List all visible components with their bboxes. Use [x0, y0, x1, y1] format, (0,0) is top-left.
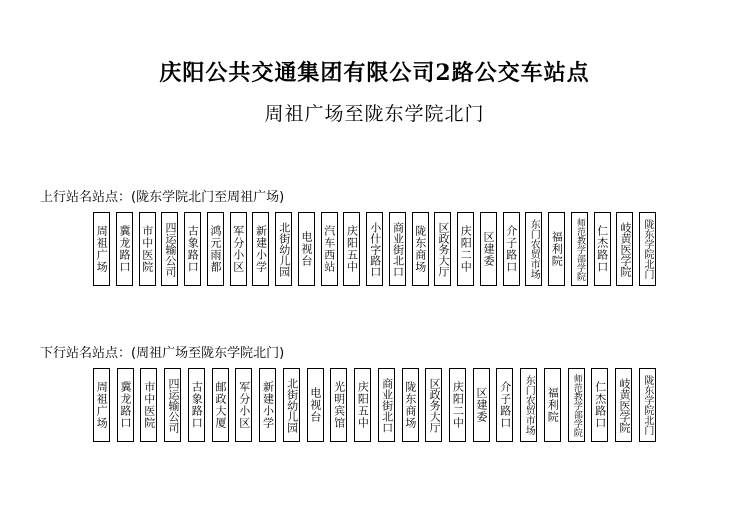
station-box: 岐黄医学院	[616, 212, 633, 286]
station-box: 陇东商场	[412, 212, 429, 286]
station-box: 陇东学院北门	[639, 368, 656, 442]
station-box: 周祖广场	[93, 368, 110, 442]
station-box: 区政务大厅	[434, 212, 451, 286]
station-box: 光明宾馆	[330, 368, 347, 442]
station-box: 四运输公司	[161, 212, 178, 286]
page-title: 庆阳公共交通集团有限公司2路公交车站点	[159, 60, 590, 86]
station-box: 北街幼儿园	[283, 368, 300, 442]
station-box: 军分小区	[235, 368, 252, 442]
station-box: 新建小学	[252, 212, 269, 286]
station-box: 小什字路口	[366, 212, 383, 286]
station-box: 仁杰路口	[591, 368, 608, 442]
station-box: 区政务大厅	[425, 368, 442, 442]
station-box: 介子路口	[503, 212, 520, 286]
station-box: 庆阳五中	[343, 212, 360, 286]
station-box: 古象路口	[184, 212, 201, 286]
station-box: 区建委	[473, 368, 490, 442]
station-box: 北街幼儿园	[275, 212, 292, 286]
station-box: 冀龙路口	[116, 212, 133, 286]
station-box: 福利院	[544, 368, 561, 442]
station-box: 汽车西站	[321, 212, 338, 286]
station-box: 区建委	[480, 212, 497, 286]
station-box: 新建小学	[259, 368, 276, 442]
station-box: 商业街北口	[389, 212, 406, 286]
downbound-station-row	[93, 368, 656, 442]
station-box: 福利院	[548, 212, 565, 286]
station-box: 电视台	[307, 368, 324, 442]
station-box: 岐黄医学院	[615, 368, 632, 442]
station-box: 庆阳二中	[457, 212, 474, 286]
station-box: 陇东商场	[402, 368, 419, 442]
station-box: 市中医院	[140, 368, 157, 442]
upbound-station-row	[93, 212, 656, 286]
station-box: 师范教学部学院	[571, 212, 588, 286]
station-box: 东门农贸市场	[520, 368, 537, 442]
downbound-label: 下行站名站点：(周祖广场至陇东学院北门)	[40, 346, 285, 361]
station-box: 仁杰路口	[594, 212, 611, 286]
station-box: 庆阳五中	[354, 368, 371, 442]
route-subtitle: 周祖广场至陇东学院北门	[264, 103, 485, 125]
station-box: 师范教学部学院	[568, 368, 585, 442]
station-box: 周祖广场	[93, 212, 110, 286]
station-box: 市中医院	[139, 212, 156, 286]
station-box: 邮政大厦	[212, 368, 229, 442]
upbound-label: 上行站名站点：(陇东学院北门至周祖广场)	[40, 190, 285, 205]
station-box: 鸿元雨都	[207, 212, 224, 286]
station-box: 古象路口	[188, 368, 205, 442]
station-box: 商业街北口	[378, 368, 395, 442]
station-box: 军分小区	[230, 212, 247, 286]
station-box: 冀龙路口	[117, 368, 134, 442]
station-box: 四运输公司	[164, 368, 181, 442]
station-box: 电视台	[298, 212, 315, 286]
station-box: 庆阳二中	[449, 368, 466, 442]
station-box: 介子路口	[496, 368, 513, 442]
station-box: 东门农贸市场	[525, 212, 542, 286]
station-box: 陇东学院北门	[639, 212, 656, 286]
